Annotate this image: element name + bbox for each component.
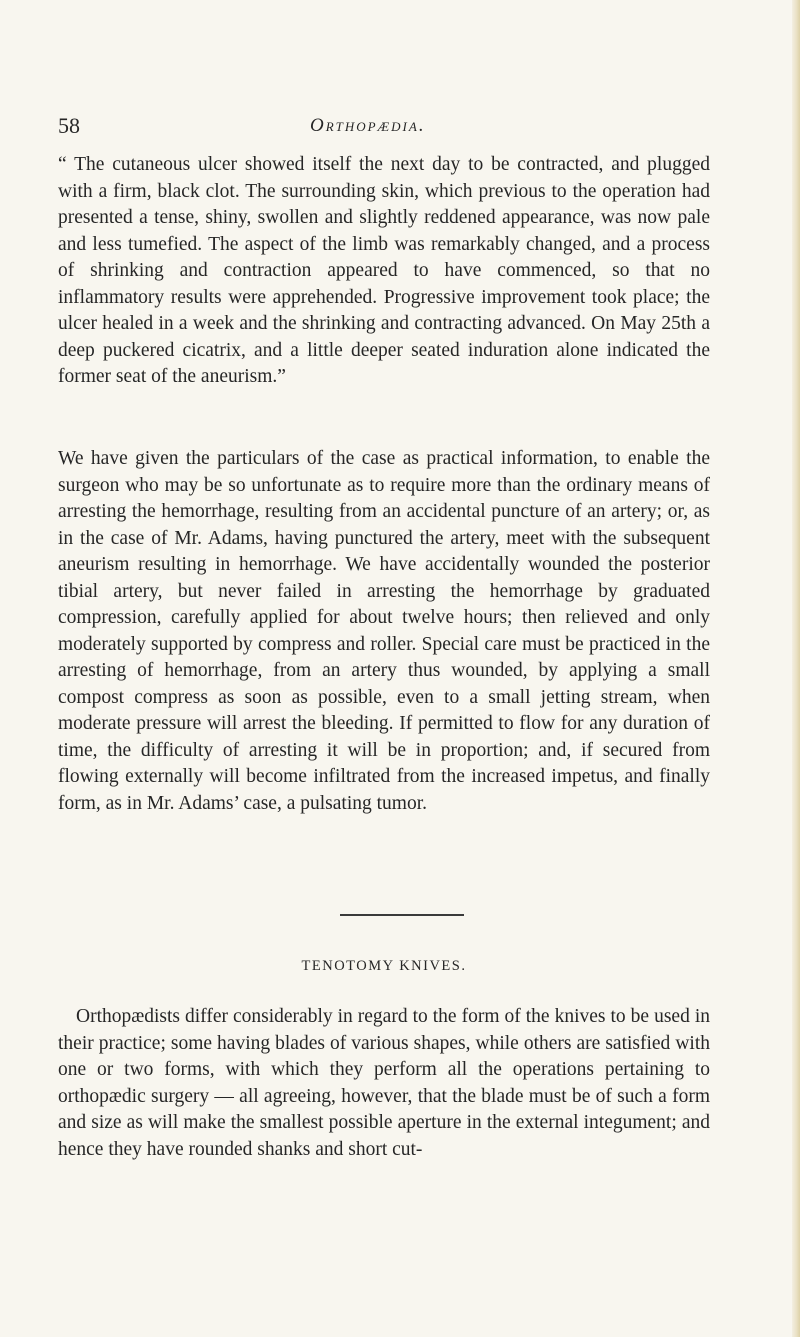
running-head: Orthopædia. — [310, 115, 426, 136]
page-edge-shading — [792, 0, 800, 1337]
quote-paragraph: “ The cutaneous ulcer showed itself the next day to be contracted, and plugged with a firm, black clot. The surrounding skin, which previous to the operation had presented a tense, shiny, swollen and slightly reddened appearance, was now pale and less tumefied. The aspect of the limb was remarkably changed, and a process of shrinking and contraction appeared to have commenced, so that no inflammatory results were apprehended. Progressive improvement took place; the ulcer healed in a week and the shrinking and contracting advanced. On May 25th a deep puckered cicatrix, and a little deeper seated induration alone indicated the former seat of the aneurism.” — [58, 154, 710, 387]
page-header — [58, 112, 710, 142]
section-title: TENOTOMY KNIVES. — [301, 958, 467, 974]
body-paragraph: Orthopædists differ considerably in regard to the form of the knives to be used in their practice; some having blades of various shapes, while others are satisfied with one or two forms, with which they perform all the operations pertaining to orthopædic surgery — all agreeing, however, that the blade must be of such a form and size as will make the smallest possible aperture in the external integument; and hence they have rounded shanks and short cut- — [58, 1006, 710, 1160]
section-divider — [340, 914, 464, 916]
page-number: 58 — [58, 113, 80, 138]
body-paragraph: We have given the particulars of the case as practical information, to enable the surgeon who may be so unfortunate as to require more than the ordinary means of arresting the hemorrhage, resulting from an accidental puncture of an artery; or, as in the case of Mr. Adams, having punctured the artery, meet with the subsequent aneurism resulting in hemorrhage. We have accidentally wounded the posterior tibial artery, but never failed in arresting the hemorrhage by graduated compression, carefully applied for about twelve hours; then relieved and only moderately supported by compress and roller. Special care must be practiced in the arresting of hemorrhage, from an artery thus wounded, by applying a small compost compress as soon as possible, even to a small jetting stream, when moderate pressure will arrest the bleeding. If permitted to flow for any duration of time, the difficulty of arresting it will be in proportion; and, if secured from flowing externally will become infiltrated from the increased impetus, and finally form, as in Mr. Adams’ case, a pulsating tumor. — [58, 448, 710, 814]
